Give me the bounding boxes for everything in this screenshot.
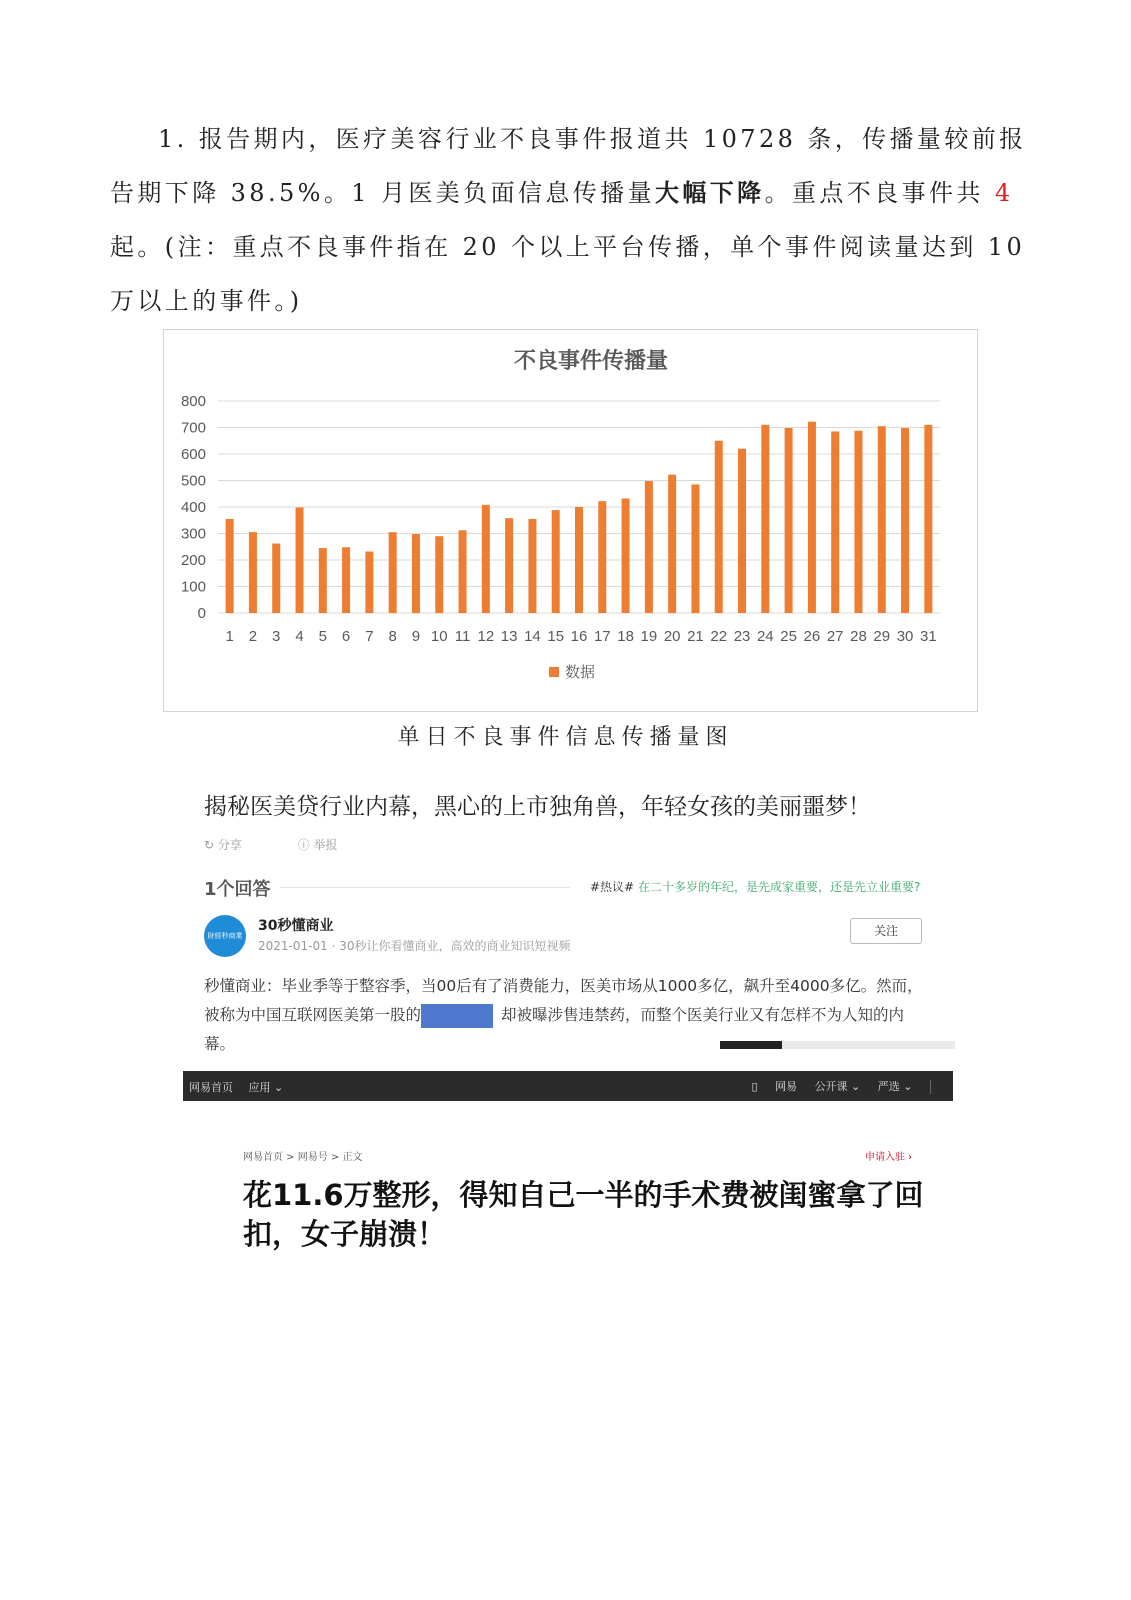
legend-swatch bbox=[549, 667, 559, 677]
x-tick-label: 13 bbox=[500, 628, 518, 645]
legend-label: 数据 bbox=[565, 664, 596, 681]
x-tick-label: 23 bbox=[733, 628, 751, 645]
answer-text-2: 却被曝涉售违禁药，而整个医美行业又有怎样不为人知的内幕。 bbox=[204, 1006, 905, 1053]
hot-topic-tag: #热议# bbox=[590, 880, 635, 894]
bar bbox=[668, 475, 676, 613]
x-tick-label: 11 bbox=[454, 628, 471, 645]
question-actions bbox=[204, 836, 390, 853]
apply-link[interactable]: 申请入驻 › bbox=[865, 1152, 913, 1163]
x-tick-label: 24 bbox=[756, 628, 774, 645]
phone-icon: ▯ bbox=[751, 1080, 758, 1093]
divider bbox=[280, 887, 570, 888]
share-link[interactable]: ↻ 分享 bbox=[204, 838, 242, 852]
bar bbox=[505, 518, 513, 613]
chart-title: 不良事件传播量 bbox=[513, 348, 669, 373]
bar bbox=[901, 428, 909, 613]
x-tick-label: 29 bbox=[873, 628, 891, 645]
y-tick-label: 100 bbox=[180, 578, 206, 596]
bar bbox=[622, 499, 630, 613]
bar bbox=[412, 534, 420, 613]
y-tick-label: 500 bbox=[180, 472, 206, 490]
paragraph-text-3: 起。(注：重点不良事件指在 20 个以上平台传播，单个事件阅读量达到 10 万以上的事件。) bbox=[110, 233, 1026, 315]
bar bbox=[831, 431, 839, 613]
scrollbar-thumb[interactable] bbox=[720, 1041, 782, 1049]
bar bbox=[808, 422, 816, 613]
bar bbox=[528, 519, 536, 613]
x-tick-label: 30 bbox=[896, 628, 914, 645]
bar bbox=[645, 481, 653, 613]
question-title: 揭秘医美贷行业内幕，黑心的上市独角兽，年轻女孩的美丽噩梦！ bbox=[204, 794, 871, 820]
answer-count: 1个回答 bbox=[204, 879, 271, 900]
x-tick-label: 25 bbox=[780, 628, 797, 645]
breadcrumb[interactable]: 网易首页 > 网易号 > 正文 bbox=[243, 1152, 363, 1163]
x-tick-label: 21 bbox=[687, 628, 704, 645]
bar bbox=[691, 484, 699, 613]
bar-chart bbox=[163, 329, 978, 712]
bar bbox=[389, 532, 397, 613]
x-tick-label: 12 bbox=[477, 628, 495, 645]
author-meta: 2021-01-01 · 30秒让你看懂商业，高效的商业知识短视频 bbox=[258, 939, 571, 953]
x-tick-label: 19 bbox=[640, 628, 658, 645]
bar bbox=[854, 431, 862, 613]
answer-text-1: 秒懂商业：毕业季等于整容季，当00后有了消费能力，医美市场从1000多亿，飙升至4000多亿。然而，被称为中国互联网医美第一股的 bbox=[204, 977, 923, 1024]
report-paragraph bbox=[110, 112, 1030, 328]
y-tick-label: 300 bbox=[180, 525, 206, 543]
x-tick-label: 16 bbox=[570, 628, 588, 645]
follow-button[interactable]: 关注 bbox=[850, 918, 922, 944]
chart-caption: 单日不良事件信息传播量图 bbox=[397, 725, 734, 750]
x-tick-label: 5 bbox=[318, 628, 327, 645]
bar bbox=[226, 519, 234, 613]
scrollbar[interactable] bbox=[720, 1041, 955, 1049]
share-label: 分享 bbox=[217, 838, 242, 852]
bar bbox=[249, 532, 257, 613]
bar bbox=[365, 552, 373, 613]
bar bbox=[738, 449, 746, 613]
bar bbox=[924, 425, 932, 613]
bar bbox=[715, 441, 723, 613]
bar bbox=[575, 507, 583, 613]
x-tick-label: 9 bbox=[411, 628, 421, 645]
x-tick-label: 7 bbox=[365, 628, 374, 645]
bar bbox=[296, 508, 304, 613]
x-tick-label: 6 bbox=[341, 628, 351, 645]
bar bbox=[272, 544, 280, 613]
paragraph-text-2: 。重点不良事件共 bbox=[764, 179, 995, 207]
nav-mobile-link[interactable] bbox=[738, 1080, 798, 1093]
nav-yanxuan-menu[interactable]: 严选 ⌄ bbox=[877, 1080, 913, 1093]
bar bbox=[319, 548, 327, 613]
x-tick-label: 2 bbox=[248, 628, 258, 645]
x-tick-label: 18 bbox=[617, 628, 634, 645]
bar bbox=[459, 530, 467, 613]
avatar[interactable]: 財經秒商業 bbox=[204, 915, 246, 957]
qa-screenshot bbox=[190, 780, 970, 1060]
x-tick-label: 3 bbox=[272, 628, 281, 645]
x-tick-label: 17 bbox=[593, 628, 611, 645]
report-link[interactable]: ⓘ 举报 bbox=[297, 838, 338, 852]
y-tick-label: 400 bbox=[180, 499, 206, 516]
bar bbox=[482, 505, 490, 613]
bar bbox=[878, 426, 886, 613]
bar bbox=[598, 501, 606, 613]
bar bbox=[342, 547, 350, 613]
x-tick-label: 8 bbox=[388, 628, 397, 645]
paragraph-bold-text: 大幅下降 bbox=[654, 178, 765, 207]
author-name[interactable]: 30秒懂商业 bbox=[258, 918, 334, 934]
bar bbox=[552, 510, 560, 613]
report-label: 举报 bbox=[313, 838, 338, 852]
bar bbox=[435, 536, 443, 613]
x-tick-label: 26 bbox=[803, 628, 821, 645]
paragraph-text-1: 1. 报告期内，医疗美容行业不良事件报道共 10728 条，传播量较前报告期下降 38.5%。1 月医美负面信息传播量 bbox=[110, 125, 1027, 207]
article-title: 花11.6万整形，得知自己一半的手术费被闺蜜拿了回扣，女子崩溃！ bbox=[243, 1178, 924, 1251]
x-tick-label: 28 bbox=[850, 628, 867, 645]
x-tick-label: 20 bbox=[663, 628, 681, 645]
y-tick-label: 700 bbox=[180, 419, 206, 437]
nav-apps-menu[interactable]: 应用 ⌄ bbox=[248, 1081, 284, 1094]
x-tick-label: 14 bbox=[524, 628, 541, 645]
y-tick-label: 200 bbox=[180, 552, 206, 569]
nav-divider bbox=[930, 1080, 931, 1094]
y-tick-label: 600 bbox=[180, 446, 206, 463]
x-tick-label: 4 bbox=[295, 628, 304, 645]
netease-navbar bbox=[183, 1071, 953, 1101]
redacted-block bbox=[421, 1004, 493, 1028]
x-tick-label: 27 bbox=[826, 628, 844, 645]
y-tick-label: 800 bbox=[180, 393, 206, 410]
chart-svg bbox=[164, 330, 977, 711]
x-tick-label: 10 bbox=[430, 628, 448, 645]
nav-open-course-menu[interactable]: 公开课 ⌄ bbox=[814, 1080, 861, 1093]
x-tick-label: 15 bbox=[547, 628, 565, 645]
x-tick-label: 1 bbox=[225, 628, 234, 645]
x-tick-label: 31 bbox=[920, 628, 937, 645]
hot-topic-text: 在二十多岁的年纪，是先成家重要，还是先立业重要? bbox=[634, 880, 921, 894]
bar bbox=[785, 428, 793, 613]
nav-mobile-label: 网易 bbox=[775, 1080, 798, 1093]
hot-topic-link[interactable] bbox=[590, 878, 920, 895]
key-event-count: 4 bbox=[994, 179, 1014, 207]
x-tick-label: 22 bbox=[710, 628, 728, 645]
bar bbox=[761, 425, 769, 613]
nav-home-link[interactable]: 网易首页 bbox=[189, 1081, 233, 1094]
y-tick-label: 0 bbox=[197, 605, 206, 622]
